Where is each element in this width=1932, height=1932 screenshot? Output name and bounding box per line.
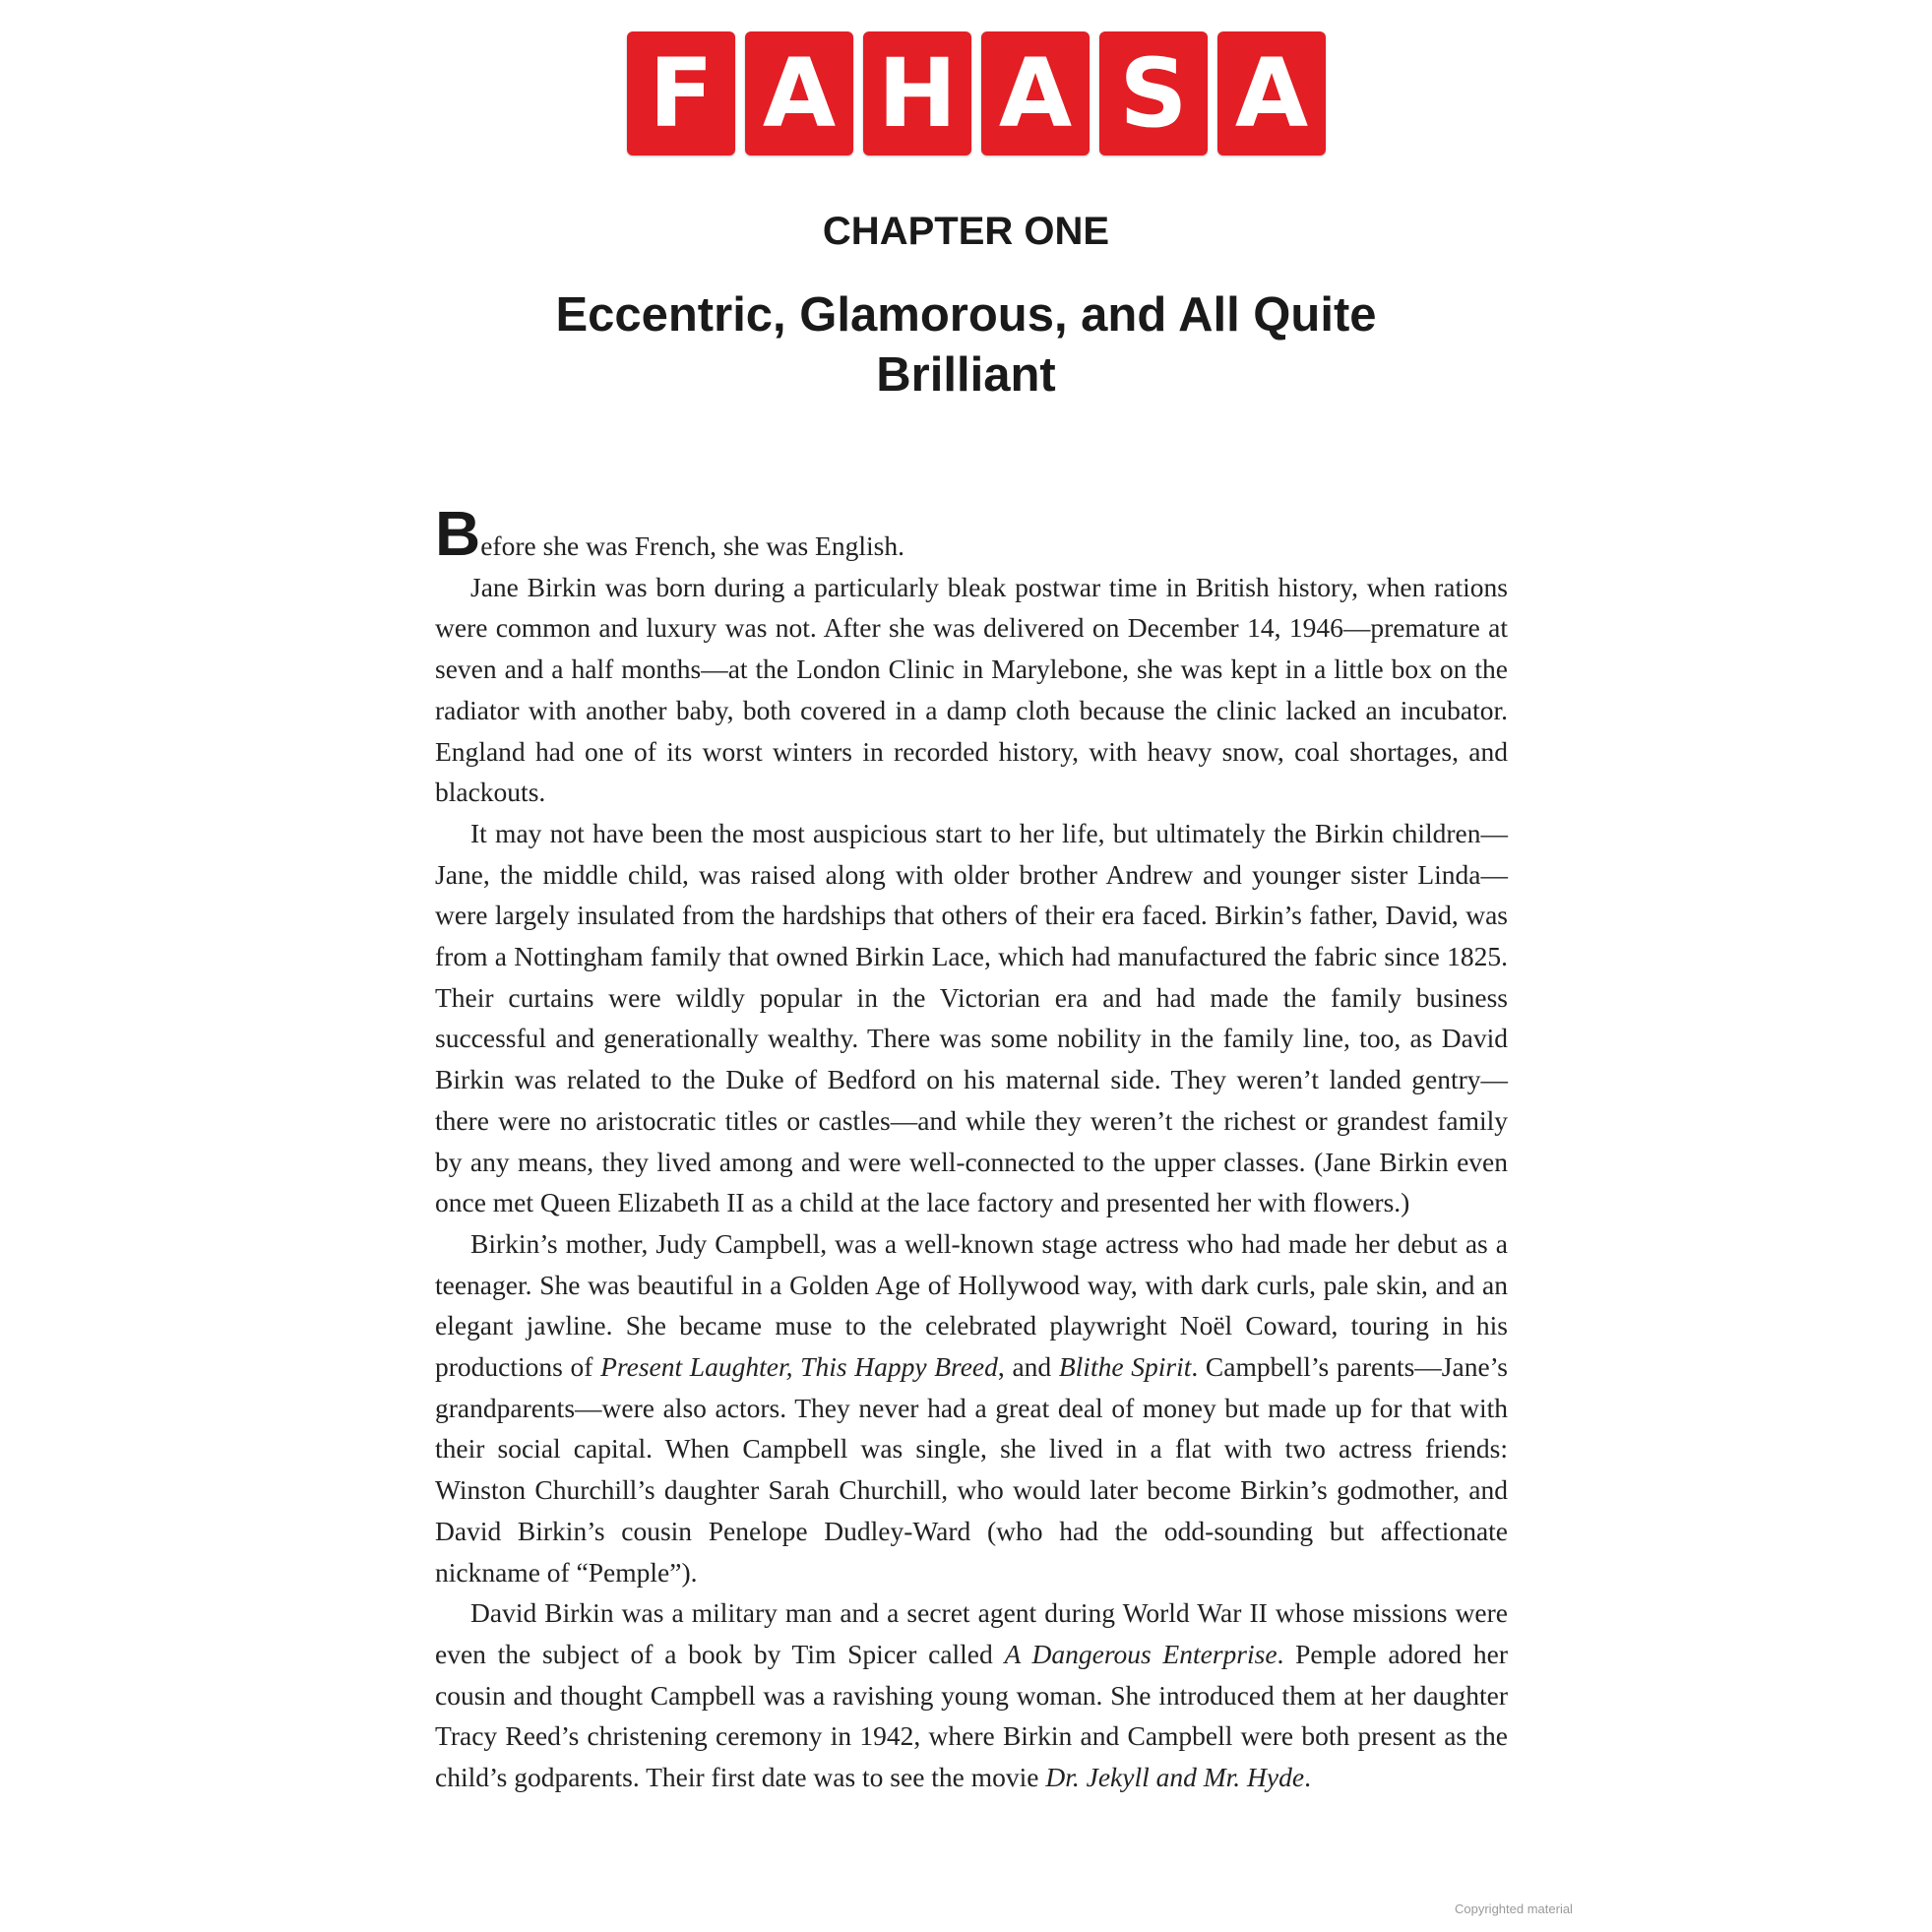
- italic-title: Blithe Spirit: [1058, 1351, 1192, 1383]
- paragraph-text: .: [1304, 1762, 1311, 1793]
- fahasa-logo: [627, 31, 1326, 156]
- paragraph-text: . Pemple adored her cousin and thought Campbell was a ravishing young woman. She introduced them at her daughter Tracy Reed’s christening ceremony in 1942, where Birkin and Campbell were both present as the child’s godparents. Their first date was to see the movie: [435, 1638, 1508, 1793]
- paragraph-text: Birkin’s mother, Judy Campbell, was a well-known stage actress who had made her debut as a teenager. She was beautiful in a Golden Age of Hollywood way, with dark curls, pale skin, and an elegant jawline. She became muse to the celebrated playwright Noël Coward, touring in his productions of: [435, 1227, 1508, 1383]
- chapter-body: [435, 498, 1508, 1798]
- paragraph-text: David Birkin was a military man and a secret agent during World War II whose missions were even the subject of a book by Tim Spicer called: [435, 1597, 1508, 1669]
- logo-letter-a: A: [981, 31, 1090, 156]
- paragraph-text: , and: [997, 1351, 1059, 1383]
- drop-cap: B: [435, 498, 481, 569]
- logo-letter-s: S: [1099, 31, 1208, 156]
- logo-letter-a: A: [745, 31, 853, 156]
- logo-letter-a: A: [1217, 31, 1326, 156]
- chapter-label: CHAPTER ONE: [822, 210, 1110, 253]
- chapter-title-line: Brilliant: [876, 348, 1056, 402]
- chapter-title: [0, 285, 1932, 405]
- italic-title: Dr. Jekyll and Mr. Hyde: [1045, 1762, 1305, 1793]
- paragraph: Jane Birkin was born during a particularly bleak postwar time in British history, when rations were common and luxury was not. After she was delivered on December 14, 1946—premature at seven and a half months—at the London Clinic in Marylebone, she was kept in a little box on the radiator with another baby, both covered in a damp cloth because the clinic lacked an incubator. England had one of its worst winters in recorded history, with heavy snow, coal shortages, and blackouts.: [435, 571, 1508, 808]
- paragraph-text: . Campbell’s parents—Jane’s grandparents—were also actors. They never had a great deal of money but made up for that with their social capital. When Campbell was single, she lived in a flat with two actress friends: Winston Churchill’s daughter Sarah Churchill, who would later become Birkin’s godmother, and David Birkin’s cousin Penelope Dudley-Ward (who had the odd-sounding but affectionate nickname of “Pemple”).: [435, 1351, 1508, 1588]
- copyright-notice: Copyrighted material: [1455, 1901, 1573, 1916]
- paragraph: [435, 1223, 1508, 1592]
- italic-title: A Dangerous Enterprise: [1004, 1638, 1278, 1669]
- paragraph: It may not have been the most auspicious start to her life, but ultimately the Birkin children—Jane, the middle child, was raised along with older brother Andrew and younger sister Linda—were largely insulated from the hardships that others of their era faced. Birkin’s father, David, was from a Nottingham family that owned Birkin Lace, which had manufactured the fabric since 1825. Their curtains were wildly popular in the Victorian era and had made the family business successful and generationally wealthy. There was some nobility in the family line, too, as David Birkin was related to the Duke of Bedford on his maternal side. They weren’t landed gentry—there were no aristocratic titles or castles—and while they weren’t the richest or grandest family by any means, they lived among and were well-connected to the upper classes. (Jane Birkin even once met Queen Elizabeth II as a child at the lace factory and presented her with flowers.): [435, 817, 1508, 1218]
- chapter-title-line: Eccentric, Glamorous, and All Quite: [555, 288, 1377, 342]
- paragraph: [435, 498, 1508, 569]
- paragraph-text: efore she was French, she was English.: [480, 530, 904, 561]
- italic-title: Present Laughter, This Happy Breed: [600, 1351, 998, 1383]
- paragraph: [435, 1592, 1508, 1798]
- logo-letter-h: H: [863, 31, 971, 156]
- logo-letter-f: F: [627, 31, 735, 156]
